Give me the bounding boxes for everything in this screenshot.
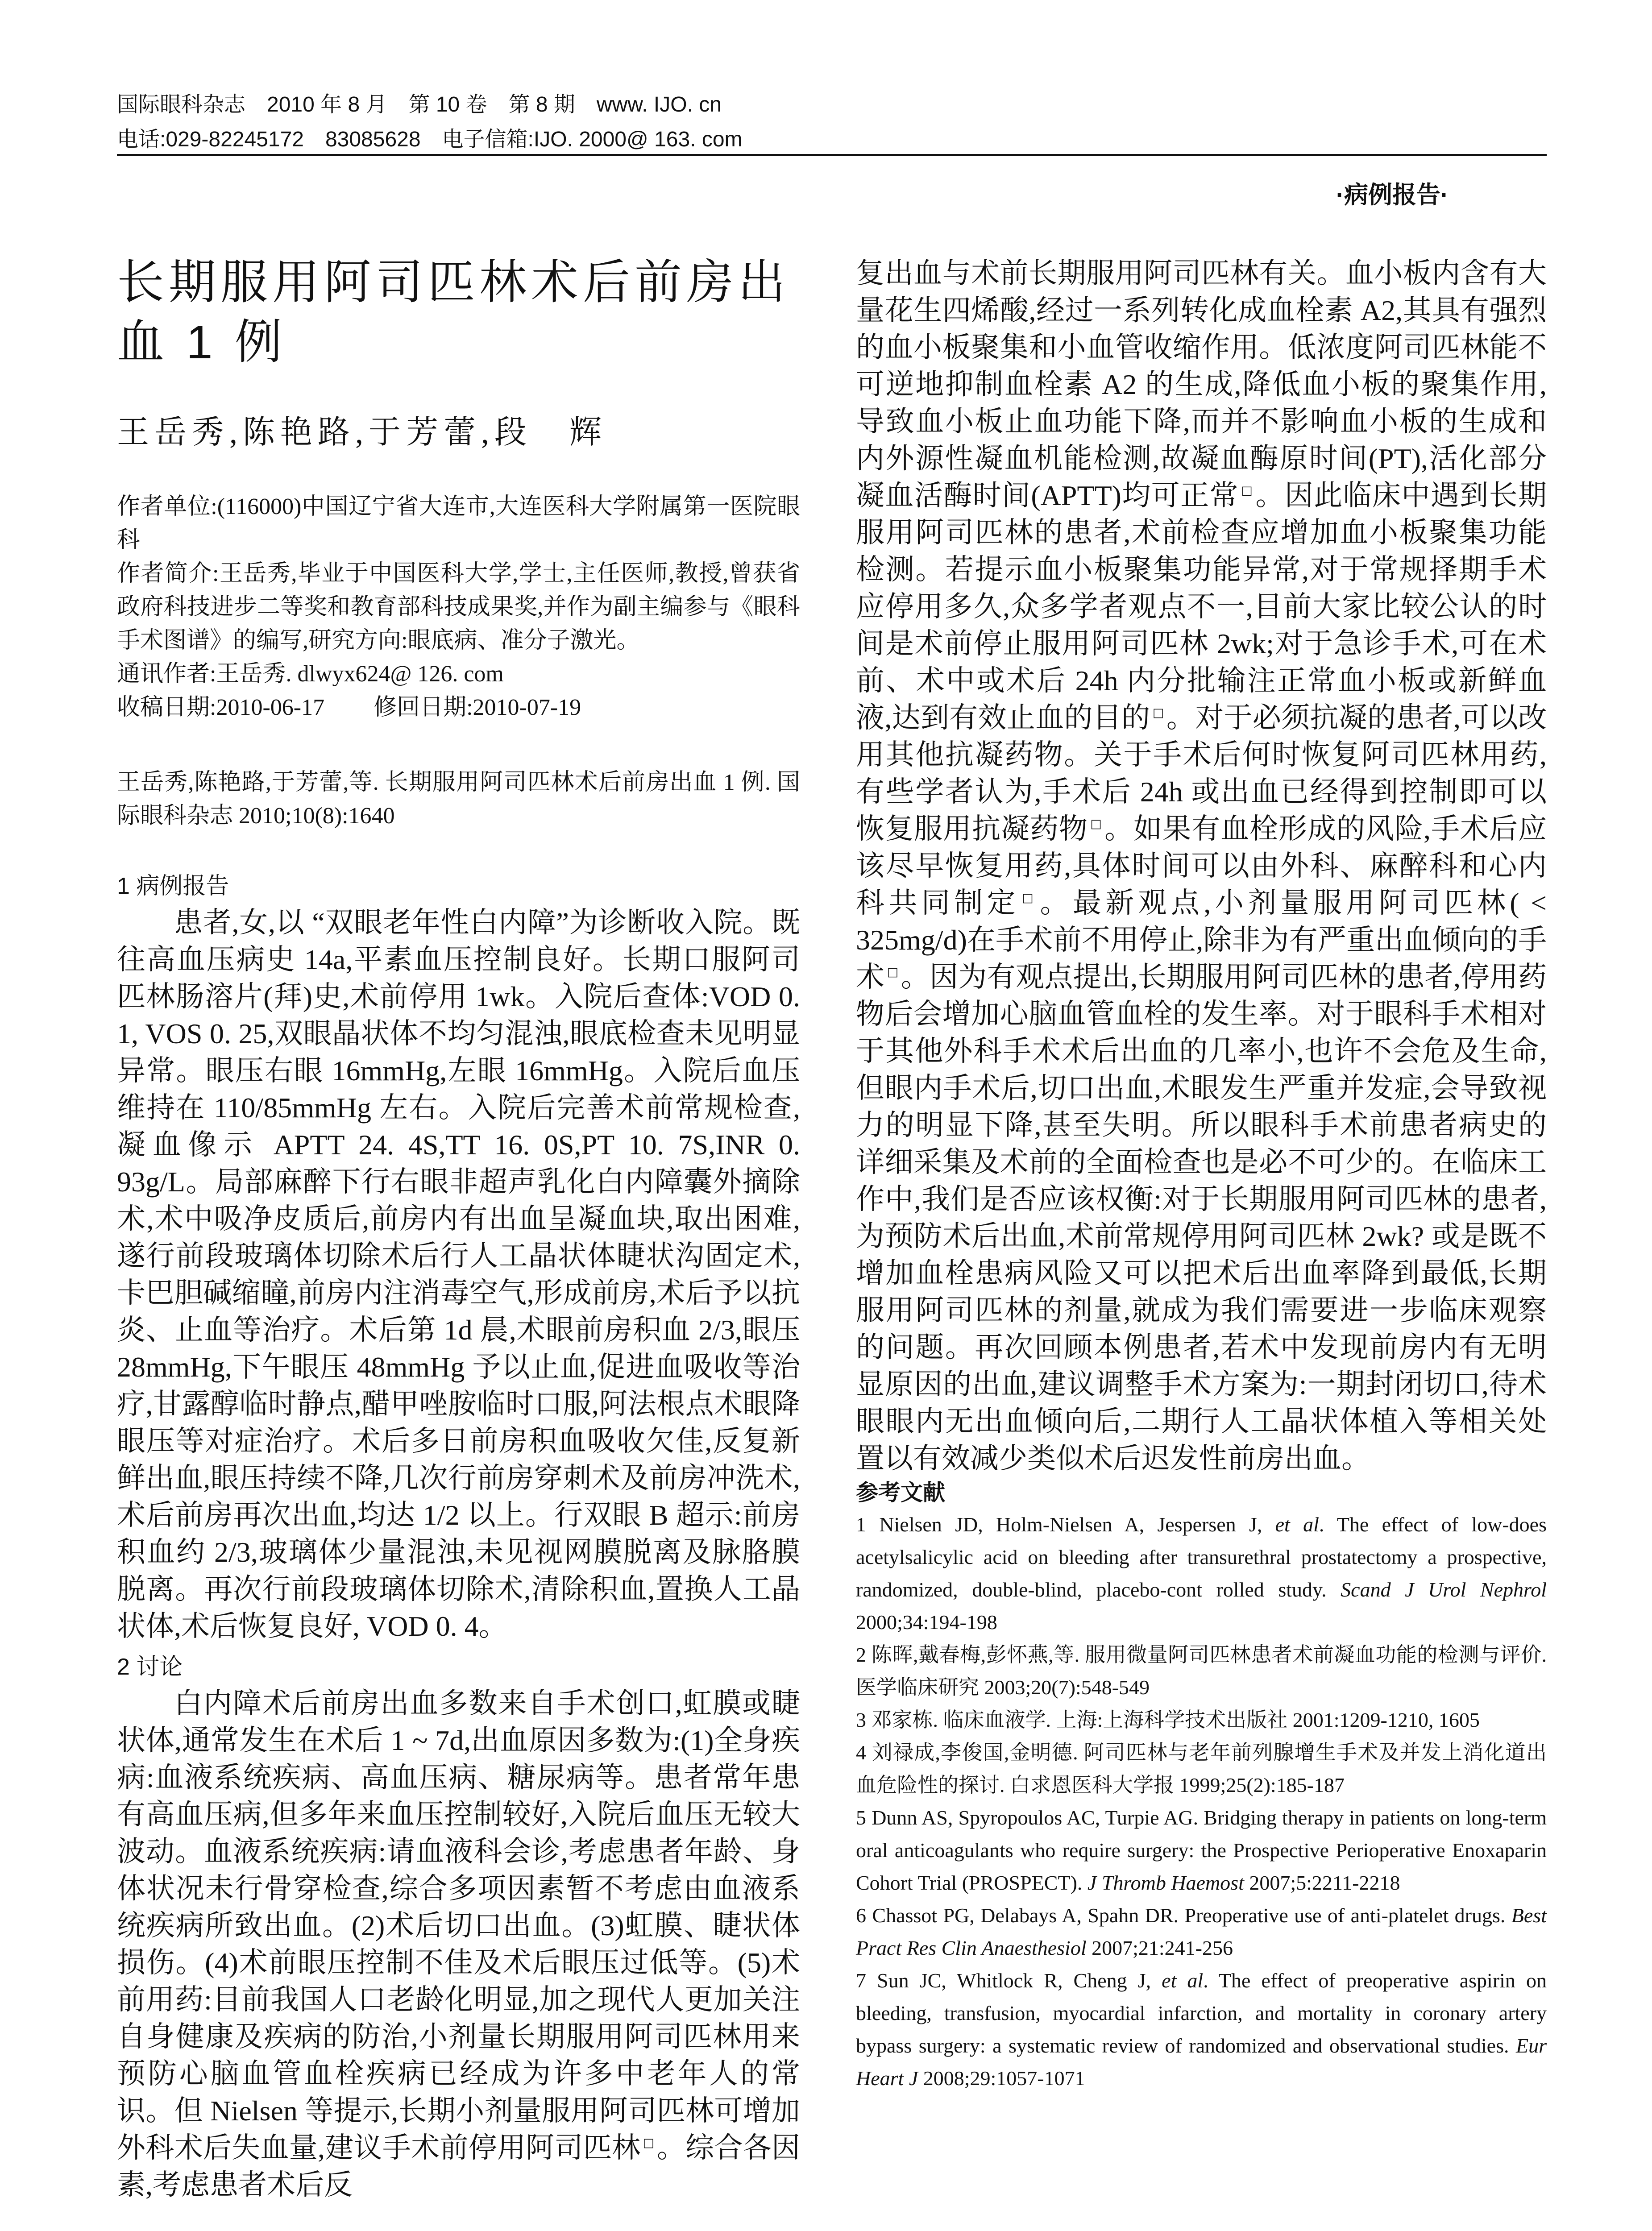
author-bio: 作者简介:王岳秀,毕业于中国医科大学,学士,主任医师,教授,曾获省政府科技进步二等奖和教育部科技成果奖,并作为副主编参与《眼科手术图谱》的编写,研究方向:眼底病、准分子激光。 <box>117 561 800 653</box>
author-list: 王岳秀,陈艳路,于芳蕾,段 辉 <box>117 415 607 450</box>
citation-mark: □ <box>887 965 899 979</box>
italic-text: J Thromb Haemost <box>1087 1871 1244 1894</box>
section-heading-discussion: 2 讨论 <box>117 1654 183 1680</box>
left-column <box>117 253 800 2203</box>
revised-date: 修回日期:2010-07-19 <box>374 695 581 720</box>
text-run: 2007;5:2211-2218 <box>1244 1871 1400 1894</box>
italic-text: et al <box>1162 1969 1204 1992</box>
received-date: 收稿日期:2010-06-17 <box>117 695 325 720</box>
text-run: 复出血与术前长期服用阿司匹林有关。血小板内含有大量花生四烯酸,经过一系列转化成血栓素 A2,其具有强烈的血小板聚集和小血管收缩作用。低浓度阿司匹林能不可逆地抑制血栓素 A2 的生成,降低血小板的聚集作用,导致血小板止血功能下降,而并不影响血小板的生成和内外源性凝血机能检测,故凝血酶原时间(PT),活化部分凝血活酶时间(APTT)均可正常 <box>856 257 1547 511</box>
text-run: 7 Sun JC, Whitlock R, Cheng J, <box>856 1969 1162 1992</box>
text-run: . The effect of low-does acetylsalicylic acid on bleeding after transurethral prostatectomy a prospective, randomized, double-blind, placebo-cont rolled study. <box>856 1513 1547 1601</box>
text-run: 。对于必须抗凝的患者,可以改用其他抗凝药物。关于手术后何时恢复阿司匹林用药,有些学者认为,手术后 24h 或出血已经得到控制即可以恢复服用抗凝药物 <box>856 702 1547 845</box>
italic-text: et al <box>1275 1513 1319 1536</box>
reference-item <box>856 1736 1547 1801</box>
text-run: 2008;29:1057-1071 <box>918 2067 1085 2090</box>
text-run: 2 陈晖,戴春梅,彭怀燕,等. 服用微量阿司匹林患者术前凝血功能的检测与评价. 医学临床研究 2003;20(7):548-549 <box>856 1643 1547 1699</box>
affiliation: 作者单位:(116000)中国辽宁省大连市,大连医科大学附属第一医院眼科 <box>117 494 800 553</box>
reference-item <box>856 1638 1547 1704</box>
section-heading-case-report: 1 病例报告 <box>117 873 229 899</box>
text-run: 。最新观点,小剂量服用阿司匹林( < 325mg/d)在手术前不用停止,除非为有严重出血倾向的手术 <box>856 887 1547 993</box>
article-citation: 王岳秀,陈艳路,于芳蕾,等. 长期服用阿司匹林术后前房出血 1 例. 国际眼科杂志 2010;10(8):1640 <box>117 770 800 829</box>
column-label: ·病例报告· <box>1336 182 1449 208</box>
right-column <box>856 255 1547 2094</box>
text-run: 。如果有血栓形成的风险,手术后应该尽早恢复用药,具体时间可以由外科、麻醉科和心内科共同制定 <box>856 813 1547 919</box>
citation-mark: □ <box>1152 705 1164 720</box>
reference-item <box>856 1964 1547 2094</box>
text-run: 2000;34:194-198 <box>856 1611 997 1634</box>
text-run: . The effect of preoperative aspirin on bleeding, transfusion, myocardial infarction, and mortality in coronary artery bypass surgery: a systematic review of randomized and observational studies. <box>856 1969 1547 2057</box>
citation-mark: □ <box>643 2136 655 2150</box>
article-title: 长期服用阿司匹林术后前房出血 1 例 <box>117 256 790 369</box>
italic-text: Best Pract Res Clin Anaesthesiol <box>856 1904 1547 1959</box>
citation-mark: □ <box>1022 891 1038 905</box>
reference-list <box>856 1508 1547 2094</box>
journal-issue-line: 国际眼科杂志 2010 年 8 月 第 10 卷 第 8 期 www. IJO. cn <box>117 93 722 116</box>
running-header <box>117 87 743 157</box>
text-run: 。因为有观点提出,长期服用阿司匹林的患者,停用药物后会增加心脑血管血栓的发生率。对于眼科手术相对于其他外科手术术后出血的几率小,也许不会危及生命,但眼内手术后,切口出血,术眼发生严重并发症,会导致视力的明显下降,甚至失明。所以眼科手术前患者病史的详细采集及术前的全面检查也是必不可少的。在临床工作中,我们是否应该权衡:对于长期服用阿司匹林的患者,为预防术后出血,术前常规停用阿司匹林 2wk? 或是既不增加血栓患病风险又可以把术后出血率降到最低,长期服用阿司匹林的剂量,就成为我们需要进一步临床观察的问题。再次回顾本例患者,若术中发现前房内有无明显原因的出血,建议调整手术方案为:一期封闭切口,待术眼眼内无出血倾向后,二期行人工晶状体植入等相关处置以有效减少类似术后迟发性前房出血。 <box>856 961 1547 1474</box>
author-info <box>117 490 800 724</box>
case-report-paragraph: 患者,女,以 “双眼老年性白内障”为诊断收入院。既往高血压病史 14a,平素血压控制良好。长期口服阿司匹林肠溶片(拜)史,术前停用 1wk。入院后查体:VOD 0. 1, VOS 0. 25,双眼晶状体不均匀混浊,眼底检查未见明显异常。眼压右眼 16mmHg,左眼 16mmHg。入院后血压维持在 110/85mmHg 左右。入院后完善术前常规检查,凝血像示 APTT 24. 4S,TT 16. 0S,PT 10. 7S,INR 0. 93g/L。局部麻醉下行右眼非超声乳化白内障囊外摘除术,术中吸净皮质后,前房内有出血呈凝血块,取出困难,遂行前段玻璃体切除术后行人工晶状体睫状沟固定术,卡巴胆碱缩瞳,前房内注消毒空气,形成前房,术后予以抗炎、止血等治疗。术后第 1d 晨,术眼前房积血 2/3,眼压 28mmHg,下午眼压 48mmHg 予以止血,促进血吸收等治疗,甘露醇临时静点,醋甲唑胺临时口服,阿法根点术眼降眼压等对症治疗。术后多日前房积血吸收欠佳,反复新鲜出血,眼压持续不降,几次行前房穿刺术及前房冲洗术,术后前房再次出血,均达 1/2 以上。行双眼 B 超示:前房积血约 2/3,玻璃体少量混浊,未见视网膜脱离及脉胳膜脱离。再次行前段玻璃体切除术,清除积血,置换人工晶状体,术后恢复良好, VOD 0. 4。 <box>117 907 800 1642</box>
discussion-paragraph-part1 <box>117 1685 800 2203</box>
citation-mark: □ <box>1090 817 1102 831</box>
text-run: 。综合各因素,考虑患者术后反 <box>117 2132 800 2201</box>
references-heading: 参考文献 <box>856 1480 945 1505</box>
reference-item <box>856 1508 1547 1638</box>
text-run: 3 邓家栋. 临床血液学. 上海:上海科学技术出版社 2001:1209-1210, 1605 <box>856 1708 1480 1731</box>
text-run: 6 Chassot PG, Delabays A, Spahn DR. Preoperative use of anti-platelet drugs. <box>856 1904 1511 1927</box>
text-run: 5 Dunn AS, Spyropoulos AC, Turpie AG. Bridging therapy in patients on long-term oral anticoagulants who require surgery: the Prospective Perioperative Enoxaparin Cohort Trial (PROSPECT). <box>856 1806 1547 1894</box>
text-run: 4 刘禄成,李俊国,金明德. 阿司匹林与老年前列腺增生手术及并发上消化道出血危险性的探讨. 白求恩医科大学报 1999;25(2):185-187 <box>856 1741 1547 1796</box>
reference-item <box>856 1899 1547 1964</box>
correspondence: 通讯作者:王岳秀. dlwyx624@ 126. com <box>117 661 504 687</box>
dates <box>117 691 800 724</box>
citation-mark: □ <box>1241 483 1254 498</box>
italic-text: Eur Heart J <box>856 2034 1547 2090</box>
italic-text: Scand J Urol Nephrol <box>1341 1578 1547 1601</box>
discussion-paragraph-part2 <box>856 255 1547 1477</box>
journal-contact-line: 电话:029-82245172 83085628 电子信箱:IJO. 2000@ 163. com <box>117 128 743 151</box>
reference-item <box>856 1704 1547 1736</box>
text-run: 1 Nielsen JD, Holm-Nielsen A, Jespersen J, <box>856 1513 1275 1536</box>
reference-item <box>856 1801 1547 1899</box>
text-run: 白内障术后前房出血多数来自手术创口,虹膜或睫状体,通常发生在术后 1 ~ 7d,出血原因多数为:(1)全身疾病:血液系统疾病、高血压病、糖尿病等。患者常年患有高血压病,但多年来血压控制较好,入院后血压无较大波动。血液系统疾病:请血液科会诊,考虑患者年龄、身体状况未行骨穿检查,综合多项因素暂不考虑由血液系统疾病所致出血。(2)术后切口出血。(3)虹膜、睫状体损伤。(4)术前眼压控制不佳及术后眼压过低等。(5)术前用药:目前我国人口老龄化明显,加之现代人更加关注自身健康及疾病的防治,小剂量长期服用阿司匹林用来预防心脑血管血栓疾病已经成为许多中老年人的常识。但 Nielsen 等提示,长期小剂量服用阿司匹林可增加外科术后失血量,建议手术前停用阿司匹林 <box>117 1688 800 2164</box>
text-run: 2007;21:241-256 <box>1086 1937 1233 1959</box>
text-run: 。因此临床中遇到长期服用阿司匹林的患者,术前检查应增加血小板聚集功能检测。若提示血小板聚集功能异常,对于常规择期手术应停用多久,众多学者观点不一,目前大家比较公认的时间是术前停止服用阿司匹林 2wk;对于急诊手术,可在术前、术中或术后 24h 内分批输注正常血小板或新鲜血液,达到有效止血的目的 <box>856 480 1547 734</box>
header-rule <box>117 154 1547 156</box>
